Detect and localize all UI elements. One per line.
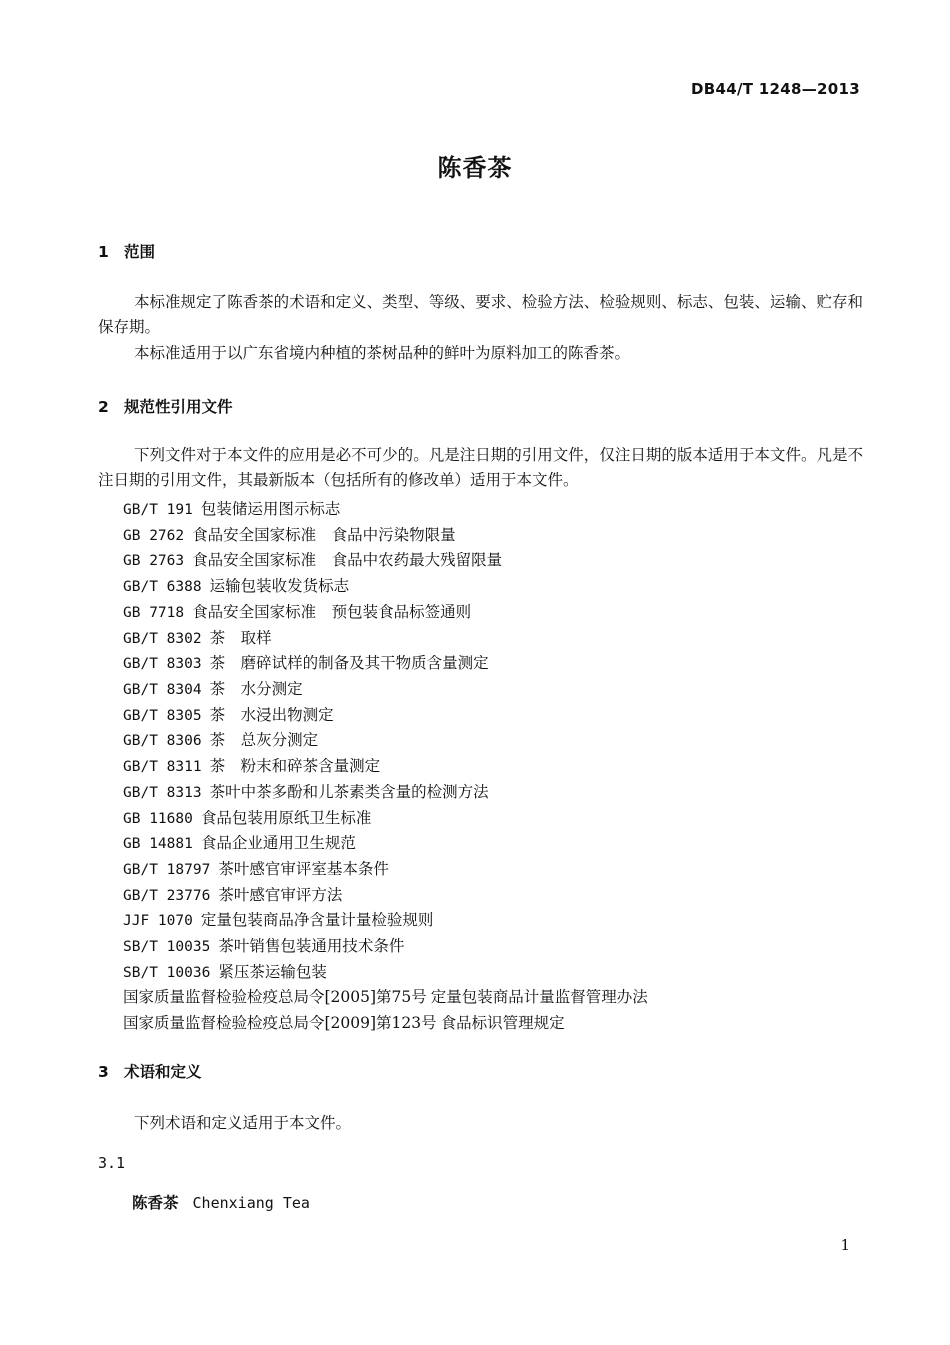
reference-item [123, 677, 303, 699]
paragraph: 本标准适用于以广东省境内种植的茶树品种的鲜叶为原料加工的陈香茶。 [134, 344, 631, 362]
reference-title: 茶 粉末和碎茶含量测定 [209, 757, 381, 775]
reference-code: GB/T 8302 [123, 631, 202, 647]
paragraph: 本标准规定了陈香茶的术语和定义、类型、等级、要求、检验方法、检验规则、标志、包装、运输、贮存和保存期。 [98, 293, 863, 336]
reference-code: GB/T 23776 [123, 888, 211, 904]
section-heading-3 [98, 1060, 202, 1082]
reference-code: SB/T 10036 [123, 965, 211, 981]
reference-title: 茶叶销售包装通用技术条件 [218, 937, 405, 955]
reference-item [123, 600, 471, 622]
reference-item [123, 857, 389, 879]
paragraph: 下列文件对于本文件的应用是必不可少的。凡是注日期的引用文件，仅注日期的版本适用于本文件。凡是不注日期的引用文件，其最新版本（包括所有的修改单）适用于本文件。 [98, 446, 863, 489]
reference-title: 茶 水浸出物测定 [209, 706, 334, 724]
subsection-number: 3.1 [98, 1154, 126, 1172]
reference-code: GB 7718 [123, 605, 185, 621]
reference-code: GB 2762 [123, 528, 185, 544]
reference-item [123, 626, 272, 648]
reference-item [123, 754, 380, 776]
reference-code: GB/T 6388 [123, 579, 202, 595]
term-english: Chenxiang Tea [192, 1194, 310, 1212]
reference-code: GB/T 191 [123, 502, 193, 518]
section-heading-2 [98, 395, 233, 417]
reference-item [123, 883, 342, 905]
reference-title: 紧压茶运输包装 [218, 963, 327, 981]
reference-item [123, 934, 404, 956]
reference-code: GB/T 8304 [123, 682, 202, 698]
reference-code: GB 2763 [123, 553, 185, 569]
reference-item [123, 908, 433, 930]
reference-item [123, 548, 502, 570]
section-title: 范围 [124, 243, 156, 261]
reference-title: 茶 总灰分测定 [209, 731, 319, 749]
reference-item [123, 780, 489, 802]
reference-title: 运输包装收发货标志 [209, 577, 350, 595]
term-entry [132, 1191, 310, 1213]
reference-item [123, 703, 334, 725]
standard-code: DB44/T 1248—2013 [691, 80, 860, 98]
document-title: 陈香茶 [437, 154, 513, 182]
reference-code: 国家质量监督检验检疫总局令[2009]第123号 [123, 1014, 437, 1032]
reference-title: 定量包装商品净含量计量检验规则 [200, 911, 434, 929]
section-number: 3 [98, 1063, 109, 1081]
reference-title: 茶叶感官审评室基本条件 [218, 860, 389, 878]
reference-code: GB 11680 [123, 811, 193, 827]
reference-item [123, 985, 648, 1007]
reference-item [123, 728, 318, 750]
reference-item [123, 1011, 565, 1033]
section-number: 1 [98, 243, 109, 261]
section-title: 术语和定义 [124, 1063, 202, 1081]
reference-item [123, 651, 489, 673]
reference-item [123, 574, 349, 596]
reference-code: GB/T 8306 [123, 733, 202, 749]
reference-title: 茶叶中茶多酚和儿茶素类含量的检测方法 [209, 783, 489, 801]
reference-code: JJF 1070 [123, 913, 193, 929]
reference-title: 食品安全国家标准 预包装食品标签通则 [192, 603, 472, 621]
reference-code: GB/T 8311 [123, 759, 202, 775]
reference-title: 茶叶感官审评方法 [218, 886, 343, 904]
section-title: 规范性引用文件 [124, 398, 233, 416]
reference-title: 茶 取样 [209, 629, 272, 647]
reference-code: GB/T 8303 [123, 656, 202, 672]
term-chinese: 陈香茶 [132, 1194, 179, 1212]
reference-item [123, 960, 327, 982]
reference-title: 食品安全国家标准 食品中污染物限量 [192, 526, 456, 544]
reference-title: 茶 水分测定 [209, 680, 303, 698]
reference-item [123, 523, 456, 545]
reference-title: 包装储运用图示标志 [200, 500, 341, 518]
reference-code: GB/T 8313 [123, 785, 202, 801]
page-number: 1 [840, 1236, 850, 1254]
reference-title: 食品安全国家标准 食品中农药最大残留限量 [192, 551, 503, 569]
paragraph: 下列术语和定义适用于本文件。 [134, 1114, 352, 1132]
section-number: 2 [98, 398, 109, 416]
section-heading-1 [98, 240, 155, 262]
reference-title: 食品标识管理规定 [440, 1014, 565, 1032]
reference-item [123, 831, 356, 853]
reference-title: 茶 磨碎试样的制备及其干物质含量测定 [209, 654, 489, 672]
reference-code: GB/T 18797 [123, 862, 211, 878]
reference-title: 定量包装商品计量监督管理办法 [430, 988, 648, 1006]
reference-code: 国家质量监督检验检疫总局令[2005]第75号 [123, 988, 427, 1006]
reference-code: GB 14881 [123, 836, 193, 852]
reference-code: SB/T 10035 [123, 939, 211, 955]
reference-title: 食品包装用原纸卫生标准 [200, 809, 372, 827]
reference-item [123, 806, 371, 828]
reference-item [123, 497, 340, 519]
reference-title: 食品企业通用卫生规范 [200, 834, 356, 852]
reference-code: GB/T 8305 [123, 708, 202, 724]
